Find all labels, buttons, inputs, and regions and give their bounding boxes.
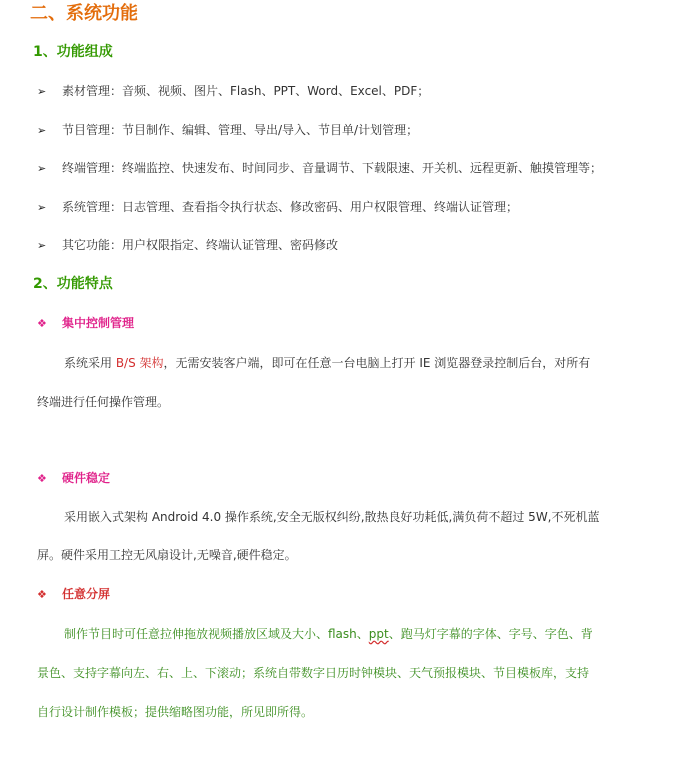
composition-item	[37, 162, 602, 174]
arrow-bullet-icon: ➢	[37, 162, 47, 175]
diamond-bullet-icon: ❖	[37, 472, 47, 485]
arrow-bullet-icon: ➢	[37, 201, 47, 214]
diamond-bullet-icon: ❖	[37, 317, 47, 330]
feature-paragraph: 采用嵌入式架构 Android 4.0 操作系统,安全无版权纠纷,散热良好功耗低,满负荷不超过 5W,不死机蓝	[64, 510, 600, 524]
composition-item	[37, 201, 518, 213]
arrow-bullet-icon: ➢	[37, 239, 47, 252]
feature-heading-text: 集中控制管理	[62, 316, 135, 330]
composition-title: 1、功能组成	[33, 44, 113, 60]
bs-architecture-highlight: B/S 架构	[115, 356, 164, 370]
feature-heading-centralized	[37, 317, 134, 329]
feature-paragraph-line: 景色、支持字幕向左、右、上、下滚动；系统自带数字日历时钟模块、天气预报模块、节目模板库，支持	[37, 666, 590, 680]
composition-item-text: 素材管理：音频、视频、图片、Flash、PPT、Word、Excel、PDF；	[62, 84, 430, 98]
feature-paragraph: 制作节目时可任意拉伸拖放视频播放区域及大小、flash、ppt、跑马灯字幕的字体、字号、字色、背	[64, 627, 593, 641]
feature-paragraph-line: 屏。硬件采用工控无风扇设计,无噪音,硬件稳定。	[37, 548, 297, 562]
composition-item-text: 终端管理：终端监控、快速发布、时间同步、音量调节、下载限速、开关机、远程更新、触摸管理等；	[62, 161, 603, 175]
composition-item-text: 节目管理：节目制作、编辑、管理、导出/导入、节目单/计划管理；	[62, 123, 419, 137]
composition-item	[37, 124, 418, 136]
diamond-bullet-icon: ❖	[37, 588, 47, 601]
section-title: 二、系统功能	[30, 3, 138, 24]
composition-item	[37, 85, 429, 97]
feature-heading-hardware	[37, 472, 110, 484]
feature-heading-split-screen	[37, 588, 110, 600]
arrow-bullet-icon: ➢	[37, 85, 47, 98]
feature-heading-text: 硬件稳定	[62, 471, 111, 485]
features-title: 2、功能特点	[33, 276, 113, 292]
feature-paragraph-line: 自行设计制作模板；提供缩略图功能，所见即所得。	[37, 705, 314, 719]
feature-paragraph: 系统采用 B/S 架构，无需安装客户端，即可在任意一台电脑上打开 IE 浏览器登录控制后台，对所有	[64, 356, 591, 370]
spellcheck-underlined-word: ppt	[368, 627, 389, 641]
composition-item-text: 其它功能：用户权限指定、终端认证管理、密码修改	[62, 238, 339, 252]
feature-heading-text: 任意分屏	[62, 587, 111, 601]
composition-item-text: 系统管理：日志管理、查看指令执行状态、修改密码、用户权限管理、终端认证管理；	[62, 200, 519, 214]
composition-item	[37, 239, 338, 251]
feature-paragraph-line: 终端进行任何操作管理。	[37, 395, 170, 409]
arrow-bullet-icon: ➢	[37, 124, 47, 137]
